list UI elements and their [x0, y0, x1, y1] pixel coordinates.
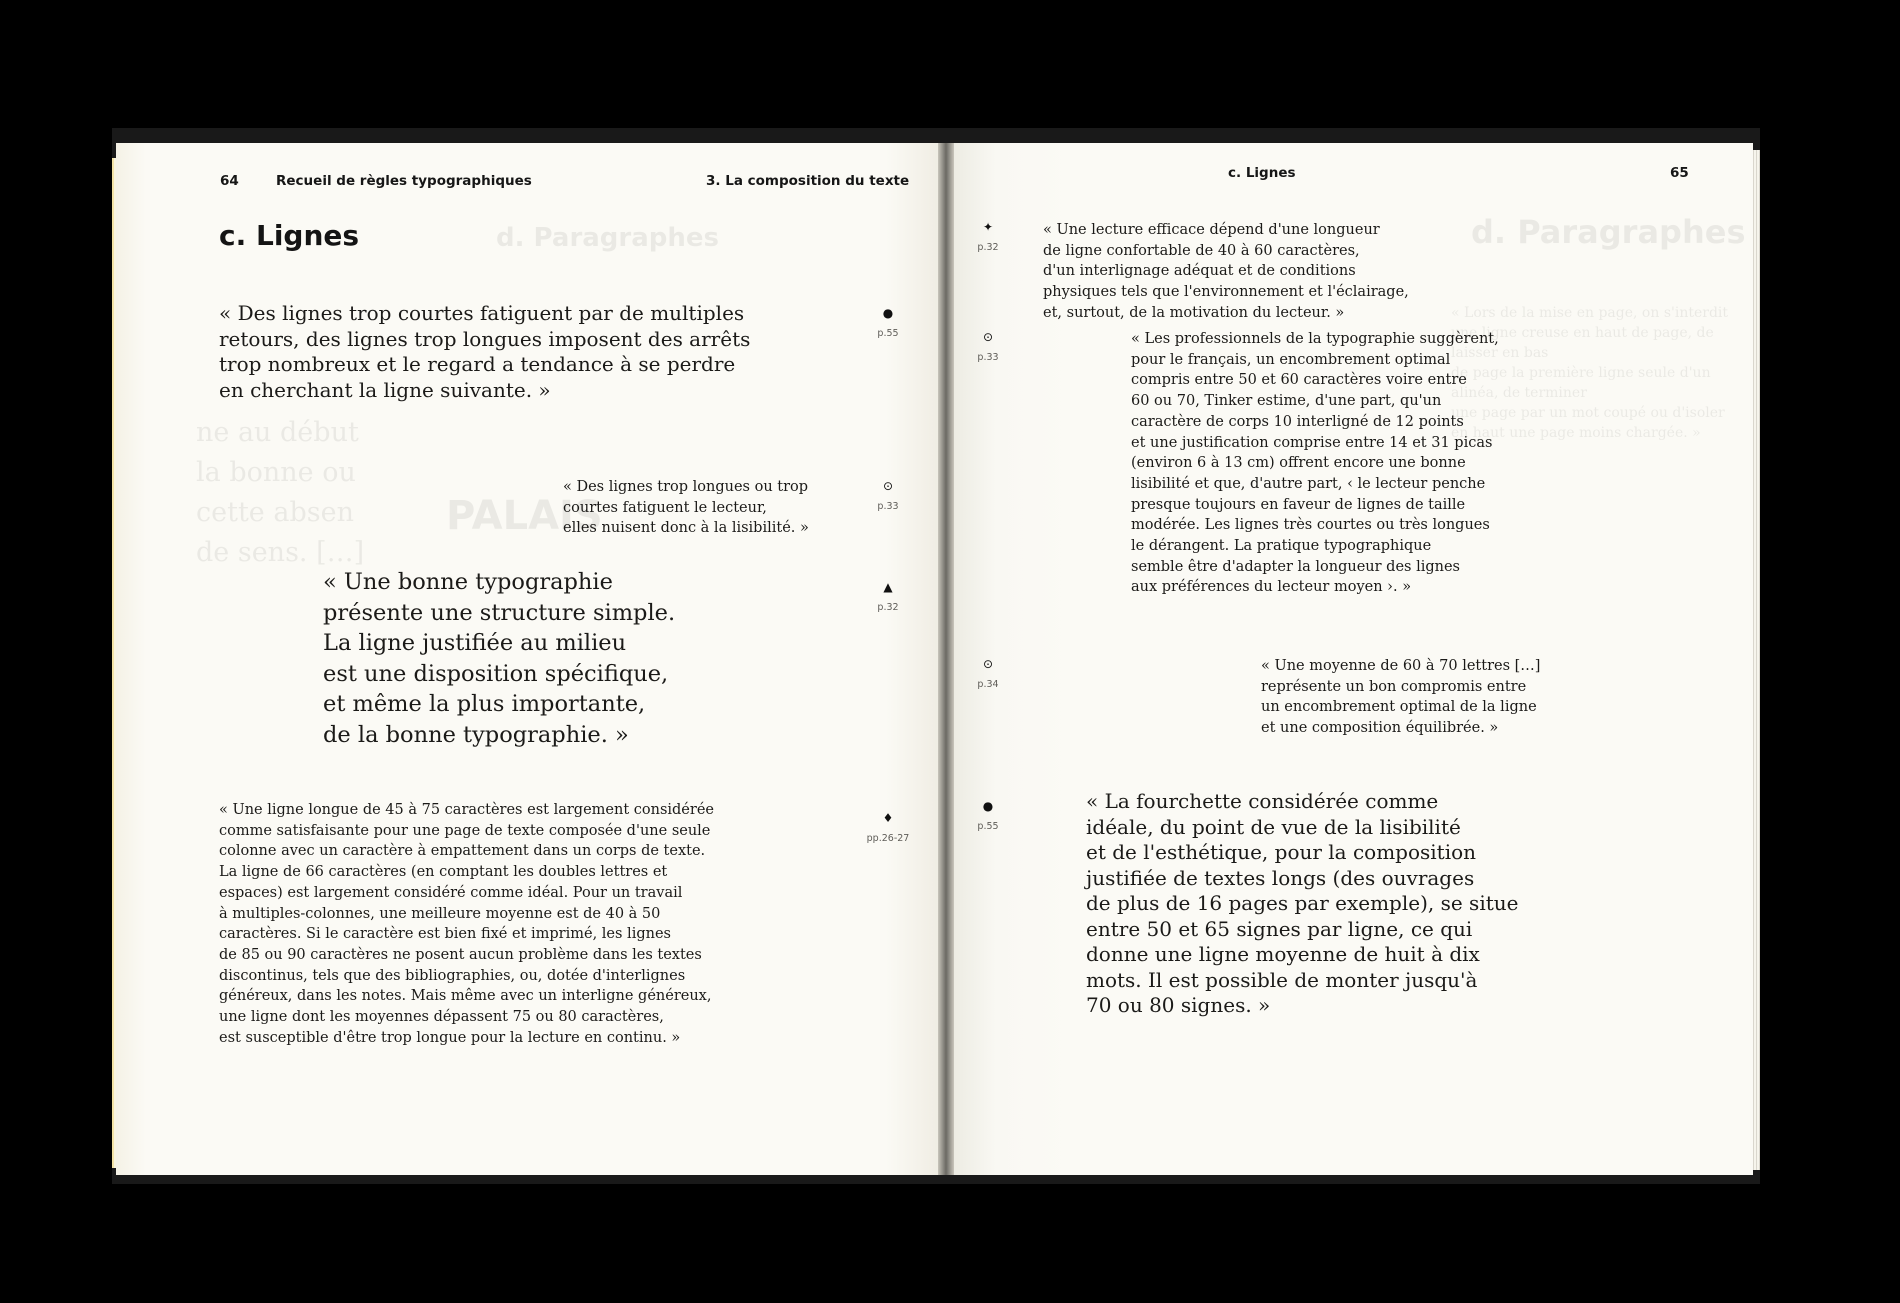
page-reference: pp.26-27 [866, 833, 910, 844]
quote-ideal-range: « La fourchette considérée comme idéale, du point de vue de la lisibilité et de l'esthétique, pour la composition justifiée de textes longs (des ouvrages de plus de 16 pages par exemple), se situe entre 50 et 65 signes par ligne, ce qui donne une ligne moyenne de huit à dix mots. Il est possible de monter jusqu'à 70 ou 80 signes. » [1086, 789, 1519, 1017]
page-reference: p.33 [877, 501, 899, 512]
running-head-chapter: 3. La composition du texte [706, 173, 910, 189]
running-head-section: c. Lignes [1228, 165, 1296, 181]
page-number: 65 [1670, 165, 1689, 181]
quote-average-letters: « Une moyenne de 60 à 70 lettres […] représente un bon compromis entre un encombrement optimal de la ligne et une composition équilibrée. » [1261, 658, 1541, 737]
quote-marker [853, 479, 923, 513]
book-gutter [938, 143, 954, 1175]
quote-marker [853, 811, 923, 845]
page-number: 64 [220, 173, 239, 189]
show-through-text: « Lors de la mise en page, on s'interdit une ligne creuse en haut de page, de laisser en bas de page la première ligne seule d'un alinéa, de terminer une page par un mot coupé ou d'isoler en haut une page moins chargée. » [1451, 305, 1729, 441]
star-icon: ✦ [982, 220, 994, 234]
show-through-heading: d. Paragraphes [1471, 213, 1746, 251]
quote-marker [853, 580, 923, 614]
quote-professionals: « Les professionnels de la typographie suggèrent, pour le français, un encombrement optimal compris entre 50 et 60 caractères voire entre 60 ou 70, Tinker estime, d'une part, qu'un caractère de corps 10 interligné de 12 points et une justification comprise entre 14 et 31 picas (environ 6 à 13 cm) offrent encore une bonne lisibilité et que, d'autre part, ‹ le lecteur penche presque toujours en faveur de lignes de taille modérée. Les lignes très courtes ou très longues le dérangent. La pratique typographique semble être d'adapter la longueur des lignes aux préférences du lecteur moyen ›. » [1131, 331, 1499, 596]
page-reference: p.55 [877, 328, 899, 339]
quote-marker [953, 657, 1023, 691]
page-reference: p.55 [977, 821, 999, 832]
left-page [116, 143, 943, 1175]
quote-marker [853, 306, 923, 340]
show-through-text: ne au début la bonne ou cette absen de sens. […] [196, 417, 365, 568]
page-reference: p.33 [977, 352, 999, 363]
quote-good-typography: « Une bonne typographie présente une structure simple. La ligne justifiée au milieu est une disposition spécifique, et même la plus importante, de la bonne typographie. » [323, 569, 676, 748]
quote-efficient-reading: « Une lecture efficace dépend d'une longueur de ligne confortable de 40 à 60 caractères, d'un interlignage adéquat et de conditions physiques tels que l'environnement et l'éclairage, et, surtout, de la motivation du lecteur. » [1043, 222, 1409, 321]
page-reference: p.32 [977, 242, 999, 253]
circled-dot-icon: ⊙ [982, 657, 994, 671]
page-reference: p.32 [877, 602, 899, 613]
circled-dot-icon: ⊙ [982, 330, 994, 344]
quote-marker [953, 220, 1023, 254]
section-title: c. Lignes [219, 219, 360, 252]
page-reference: p.34 [977, 679, 999, 690]
quote-legibility: « Des lignes trop longues ou trop courtes fatiguent le lecteur, elles nuisent donc à la lisibilité. » [563, 479, 809, 537]
show-through-poster: PALAIS [446, 493, 603, 539]
quote-marker [953, 330, 1023, 364]
quote-marker [953, 799, 1023, 833]
circle-bullet-icon: ● [982, 799, 994, 813]
right-page [951, 143, 1753, 1175]
show-through-heading: d. Paragraphes [496, 223, 720, 253]
open-book [112, 128, 1760, 1184]
quote-lines-short-long: « Des lignes trop courtes fatiguent par de multiples retours, des lignes trop longues imposent des arrêts trop nombreux et le regard a tendance à se perdre en cherchant la ligne suivante. » [219, 301, 751, 402]
circle-bullet-icon: ● [882, 306, 894, 320]
diamond-icon: ♦ [882, 811, 894, 825]
circled-dot-icon: ⊙ [882, 479, 894, 493]
triangle-icon: ▲ [883, 580, 893, 594]
quote-line-length-characters: « Une ligne longue de 45 à 75 caractères est largement considérée comme satisfaisante pour une page de texte composée d'une seule colonne avec un caractère à empattement dans un corps de texte. La ligne de 66 caractères (en comptant les doubles lettres et espaces) est largement considéré comme idéal. Pour un travail à multiples-colonnes, une meilleure moyenne est de 40 à 50 caractères. Si le caractère est bien fixé et imprimé, les lignes de 85 ou 90 caractères ne posent aucun problème dans les textes discontinus, tels que des bibliographies, ou, dotée d'interlignes généreux, dans les notes. Mais même avec un interligne généreux, une ligne dont les moyennes dépassent 75 ou 80 caractères, est susceptible d'être trop longue pour la lecture en continu. » [219, 802, 714, 1046]
running-head-title: Recueil de règles typographiques [276, 173, 532, 189]
